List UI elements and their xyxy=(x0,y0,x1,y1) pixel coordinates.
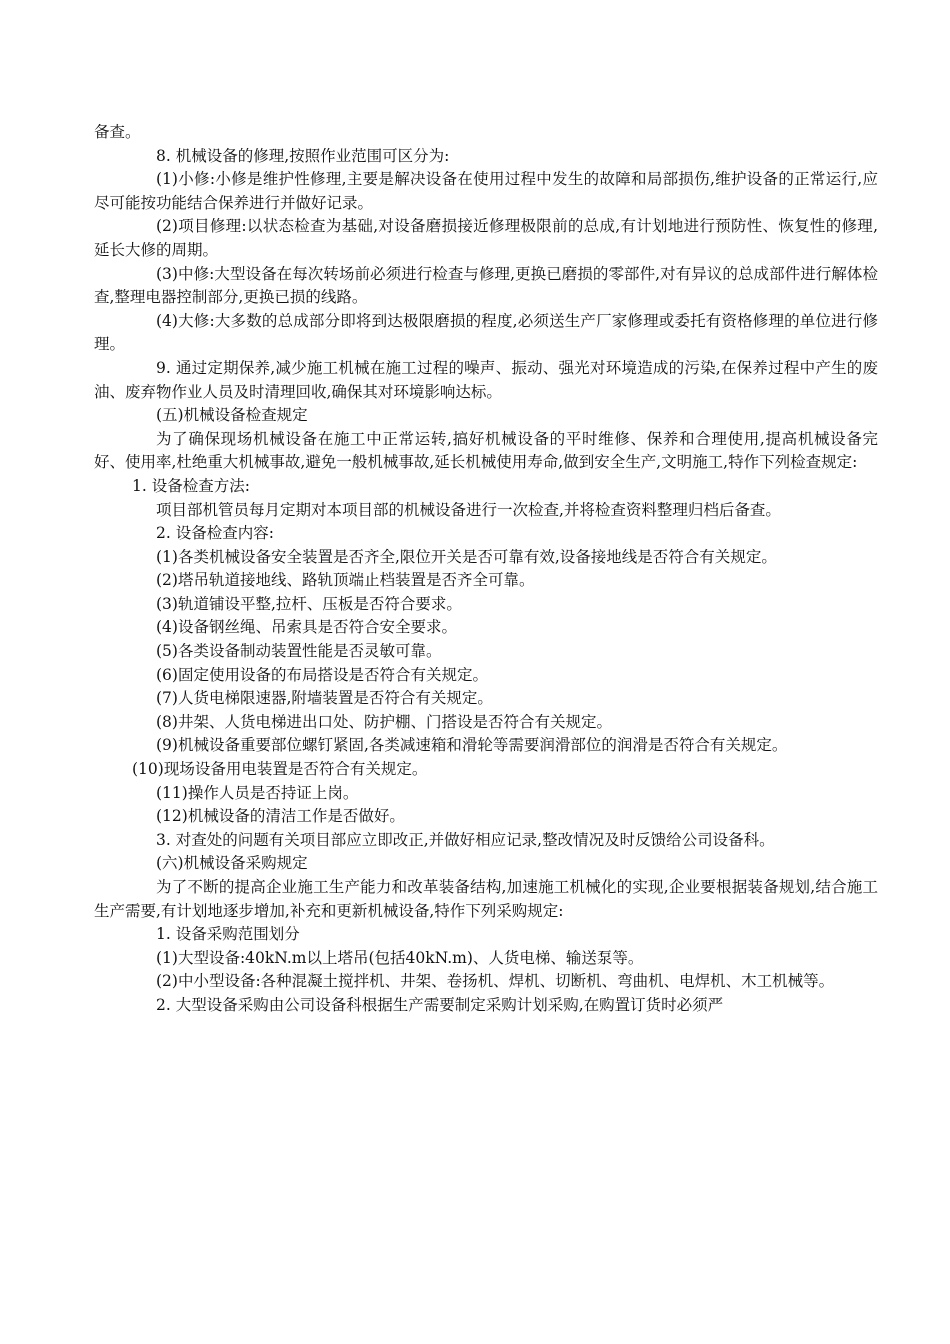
paragraph: (4)设备钢丝绳、吊索具是否符合安全要求。 xyxy=(156,618,457,637)
paragraph: (12)机械设备的清洁工作是否做好。 xyxy=(156,807,405,826)
paragraph: 2. 设备检查内容: xyxy=(156,524,274,543)
paragraph: (7)人货电梯限速器,附墙装置是否符合有关规定。 xyxy=(156,689,493,708)
section-heading: (五)机械设备检查规定 xyxy=(156,406,308,425)
paragraph: 项目部机管员每月定期对本项目部的机械设备进行一次检查,并将检查资料整理归档后备查。 xyxy=(156,500,781,519)
paragraph: (1)小修:小修是维护性修理,主要是解决设备在使用过程中发生的故障和局部损伤,维护设备的正常运行,应尽可能按功能结合保养进行并做好记录。 xyxy=(94,170,878,212)
paragraph: (2)塔吊轨道接地线、路轨顶端止档装置是否齐全可靠。 xyxy=(156,571,535,590)
paragraph: (2)中小型设备:各种混凝土搅拌机、井架、卷扬机、焊机、切断机、弯曲机、电焊机、木工机械等。 xyxy=(156,972,835,991)
paragraph: (1)大型设备:40kN.m以上塔吊(包括40kN.m)、人货电梯、输送泵等。 xyxy=(156,948,644,967)
paragraph: 8. 机械设备的修理,按照作业范围可区分为: xyxy=(156,146,450,165)
paragraph: 备查。 xyxy=(94,123,141,141)
document-body xyxy=(94,121,878,1018)
paragraph: (2)项目修理:以状态检查为基础,对设备磨损接近修理极限前的总成,有计划地进行预防性、恢复性的修理,延长大修的周期。 xyxy=(94,217,878,259)
paragraph: (4)大修:大多数的总成部分即将到达极限磨损的程度,必须送生产厂家修理或委托有资格修理的单位进行修理。 xyxy=(94,311,878,354)
paragraph: 1. 设备采购范围划分 xyxy=(156,925,300,944)
paragraph: (9)机械设备重要部位螺钉紧固,各类减速箱和滑轮等需要润滑部位的润滑是否符合有关规定。 xyxy=(156,736,788,755)
paragraph: (11)操作人员是否持证上岗。 xyxy=(156,783,359,802)
paragraph: 2. 大型设备采购由公司设备科根据生产需要制定采购计划采购,在购置订货时必须严 xyxy=(156,995,724,1014)
paragraph: 1. 设备检查方法: xyxy=(132,476,250,495)
paragraph: (8)井架、人货电梯进出口处、防护棚、门搭设是否符合有关规定。 xyxy=(156,712,612,731)
paragraph: 3. 对查处的问题有关项目部应立即改正,并做好相应记录,整改情况及时反馈给公司设备科。 xyxy=(156,830,775,849)
section-heading: (六)机械设备采购规定 xyxy=(156,854,308,873)
paragraph: (10)现场设备用电装置是否符合有关规定。 xyxy=(132,760,428,779)
paragraph: (6)固定使用设备的布局搭设是否符合有关规定。 xyxy=(156,665,488,684)
paragraph: (3)轨道铺设平整,拉杆、压板是否符合要求。 xyxy=(156,594,462,613)
paragraph: (5)各类设备制动装置性能是否灵敏可靠。 xyxy=(156,642,442,661)
paragraph: 9. 通过定期保养,减少施工机械在施工过程的噪声、振动、强光对环境造成的污染,在保养过程中产生的废油、废弃物作业人员及时清理回收,确保其对环境影响达标。 xyxy=(94,358,878,401)
paragraph: 为了不断的提高企业施工生产能力和改革装备结构,加速施工机械化的实现,企业要根据装备规划,结合施工生产需要,有计划地逐步增加,补充和更新机械设备,特作下列采购规定: xyxy=(94,878,878,920)
paragraph: 为了确保现场机械设备在施工中正常运转,搞好机械设备的平时维修、保养和合理使用,提高机械设备完好、使用率,杜绝重大机械事故,避免一般机械事故,延长机械使用寿命,做到安全生产,文明施工,特作下列检查规定: xyxy=(94,429,878,472)
paragraph: (1)各类机械设备安全装置是否齐全,限位开关是否可靠有效,设备接地线是否符合有关规定。 xyxy=(156,547,777,566)
paragraph: (3)中修:大型设备在每次转场前必须进行检查与修理,更换已磨损的零部件,对有异议的总成部件进行解体检查,整理电器控制部分,更换已损的线路。 xyxy=(94,264,878,307)
